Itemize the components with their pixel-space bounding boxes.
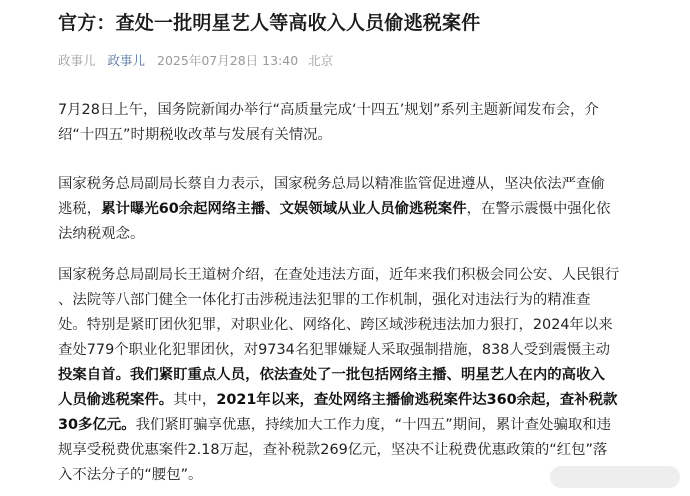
paragraph-2-line-1: 国家税务总局副局长蔡自力表示，国家税务总局以精准监管促进遵从，坚决依法严查偷 bbox=[58, 176, 605, 192]
source-name: 政事儿 bbox=[58, 53, 96, 68]
watermark bbox=[550, 466, 680, 488]
paragraph-3-highlight: 人员偷逃税案件。 bbox=[58, 392, 174, 408]
paragraph-2-line-3: 法纳税观念。 bbox=[58, 226, 145, 242]
paragraph-1 bbox=[58, 98, 678, 148]
paragraph-3-line-7 bbox=[58, 413, 678, 438]
publish-datetime: 2025年07月28日 13:40 bbox=[157, 53, 299, 68]
author-link[interactable]: 政事儿 bbox=[107, 53, 146, 68]
paragraph-2-text: 逃税， bbox=[58, 201, 102, 217]
paragraph-3-highlight: 2021年以来，查处网络主播偷逃税案件达360余起，查补税款 bbox=[216, 392, 618, 408]
paragraph-2-text: ，在警示震慑中强化依 bbox=[466, 201, 611, 217]
paragraph-3-highlight: 30多亿元。 bbox=[58, 417, 136, 433]
paragraph-3-line-6 bbox=[58, 388, 678, 413]
paragraph-2-line-2 bbox=[58, 197, 678, 222]
paragraph-3-text: 我们紧盯骗享优惠，持续加大工作力度，“十四五”期间，累计查处骗取和违 bbox=[135, 417, 612, 433]
paragraph-3-line-4: 查处779个职业化犯罪团伙，对9734名犯罪嫌疑人采取强制措施，838人受到震慑主动 bbox=[58, 342, 611, 358]
paragraph-3-line-3: 处。特别是紧盯团伙犯罪，对职业化、网络化、跨区域涉税违法加力狠打，2024年以来 bbox=[58, 317, 613, 333]
paragraph-3-line-5: 投案自首。我们紧盯重点人员，依法查处了一批包括网络主播、明星艺人在内的高收入 bbox=[58, 367, 605, 383]
paragraph-3-line-9: 入不法分子的“腰包”。 bbox=[58, 467, 203, 483]
paragraph-3-line-1: 国家税务总局副局长王道树介绍，在查处违法方面，近年来我们积极会同公安、人民银行 bbox=[58, 267, 620, 283]
paragraph-3 bbox=[58, 263, 678, 488]
publish-location: 北京 bbox=[308, 53, 334, 68]
paragraph-3-text: 其中， bbox=[173, 392, 217, 408]
paragraph-1-line-2: 绍“十四五”时期税收改革与发展有关情况。 bbox=[58, 127, 332, 143]
paragraph-1-line-1: 7月28日上午，国务院新闻办举行“高质量完成‘十四五’规划”系列主题新闻发布会，介 bbox=[58, 102, 599, 118]
article-title: 官方：查处一批明星艺人等高收入人员偷逃税案件 bbox=[58, 12, 481, 34]
article-meta bbox=[58, 52, 343, 70]
paragraph-3-line-8: 规享受税费优惠案件2.18万起，查补税款269亿元，坚决不让税费优惠政策的“红包”落 bbox=[58, 442, 608, 458]
paragraph-2-highlight: 累计曝光60余起网络主播、文娱领域从业人员偷逃税案件 bbox=[101, 201, 467, 217]
paragraph-3-line-2: 、法院等八部门健全一体化打击涉税违法犯罪的工作机制，强化对违法行为的精准查 bbox=[58, 292, 591, 308]
paragraph-2 bbox=[58, 172, 678, 247]
